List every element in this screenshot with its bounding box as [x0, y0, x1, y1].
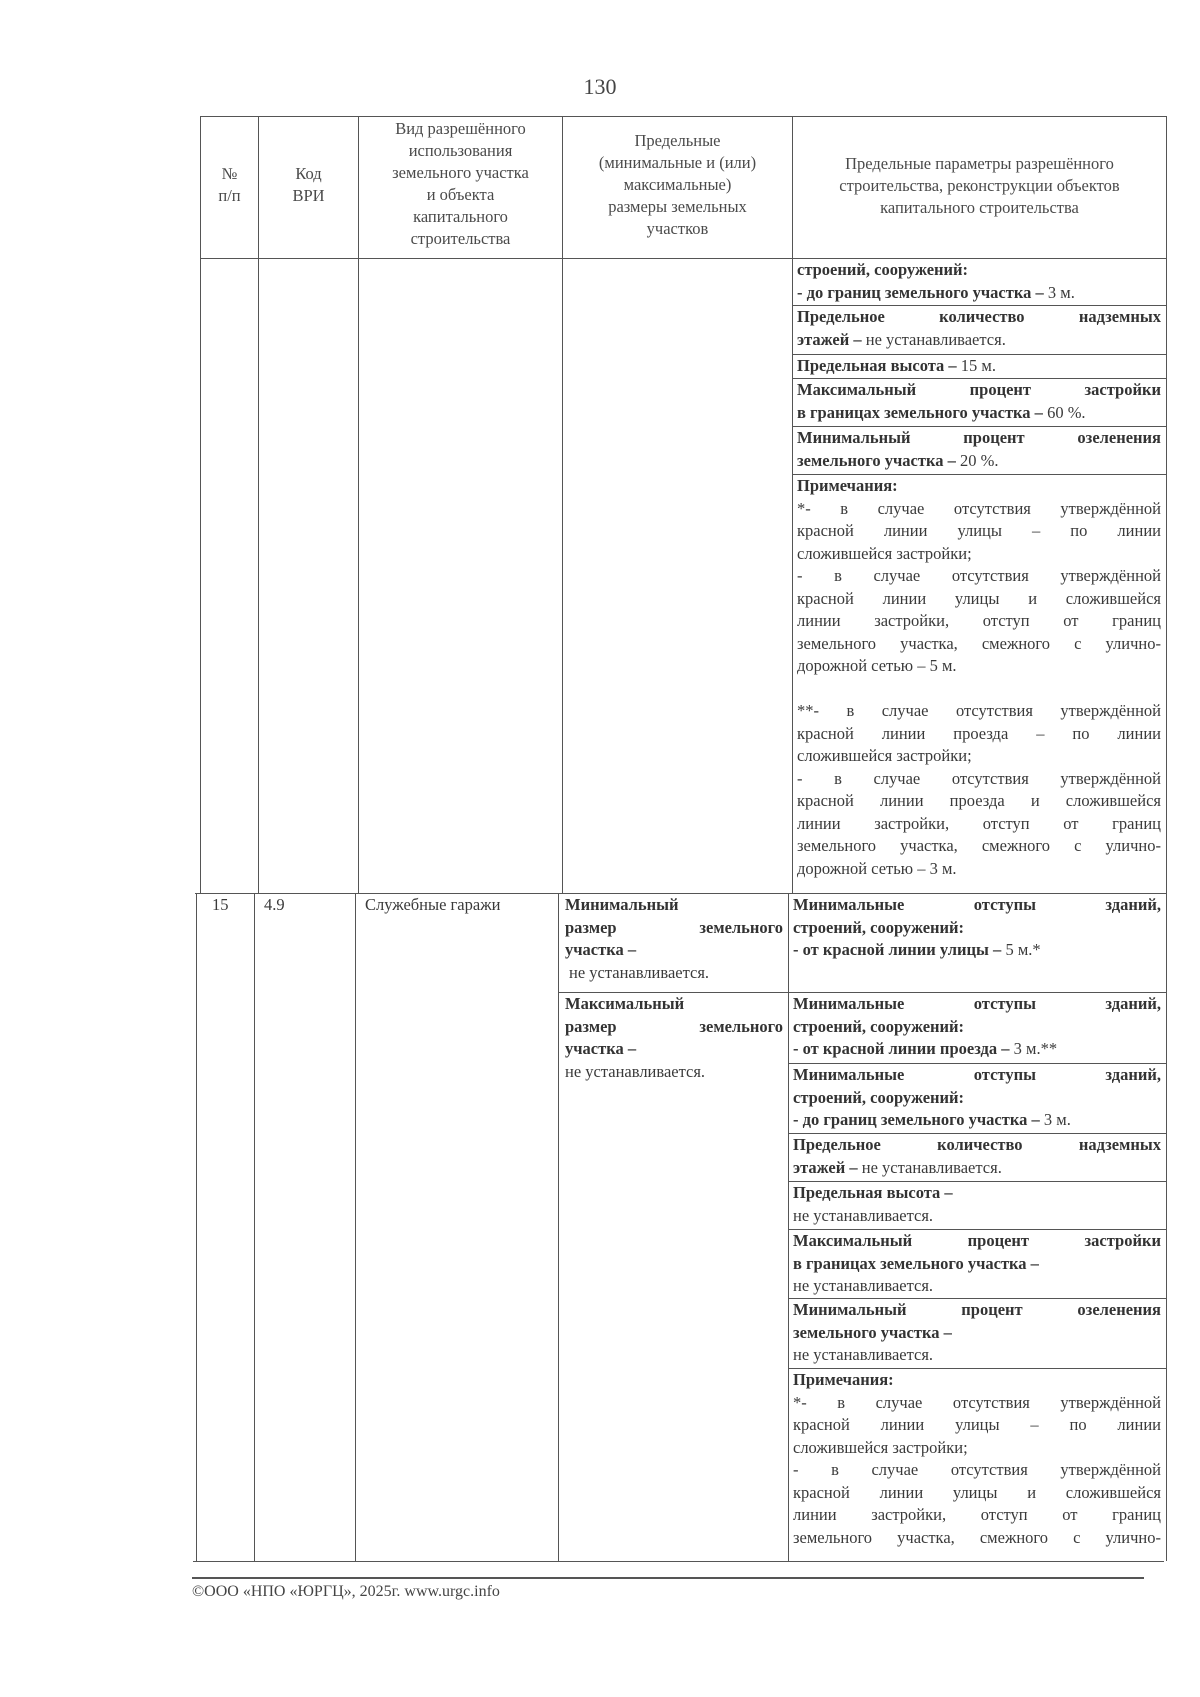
row15-param-height: Предельная высота – не устанавливается. — [793, 1183, 953, 1225]
row15-param-floors: Предельное количество надземных этажей – не устанавливается. — [793, 1135, 1161, 1177]
prev-param-setbacks: строений, сооружений: - до границ земельного участка – 3 м. — [797, 260, 1075, 302]
prev-param-floors: Предельное количество надземных этажей – не устанавливается. — [797, 307, 1161, 349]
page-number: 130 — [583, 74, 617, 99]
prev-param-height: Предельная высота – 15 м. — [797, 356, 996, 375]
prev-param-coverage: Максимальный процент застройки в границах земельного участка – 60 %. — [797, 380, 1161, 422]
row15-param-coverage: Максимальный процент застройки в границах земельного участка – не устанавливается. — [793, 1231, 1161, 1295]
row15-code: 4.9 — [264, 895, 285, 914]
row15-size-max: Максимальный размер земельного участка – не устанавливается. — [565, 994, 783, 1081]
header-number: № п/п — [218, 164, 241, 205]
row15-param-setback-boundary: Минимальные отступы зданий, строений, сооружений: - до границ земельного участка – 3 м. — [793, 1065, 1161, 1129]
header-code: Код ВРИ — [292, 164, 325, 205]
row15-use-type: Служебные гаражи — [365, 895, 501, 914]
row15-size-min: Минимальный размер земельного участка – не устанавливается. — [565, 895, 783, 982]
row15-param-setback-driveway: Минимальные отступы зданий, строений, сооружений: - от красной линии проезда – 3 м.** — [793, 994, 1161, 1058]
header-use-type: Вид разрешённого использования земельного участка и объекта капитального строительства — [392, 119, 529, 248]
row15-param-greening: Минимальный процент озеленения земельного участка – не устанавливается. — [793, 1300, 1161, 1364]
header-plot-size: Предельные (минимальные и (или) максимальные) размеры земельных участков — [598, 131, 757, 238]
row15-number: 15 — [212, 895, 229, 914]
row15-param-setback-street: Минимальные отступы зданий, строений, сооружений: - от красной линии улицы – 5 м.* — [793, 895, 1161, 959]
footer-divider — [192, 1577, 1144, 1579]
prev-param-greening: Минимальный процент озеленения земельного участка – 20 %. — [797, 428, 1161, 470]
prev-notes: Примечания: *- в случае отсутствия утверждённой красной линии улицы – по линии сложившейся застройки; - в случае отсутствия утверждённой красной линии улицы и сложившейся линии застройки, отступ от границ земельного участка, смежного с улично- дорожной сетью – 5 м. **- в случае отсутствия утверждённой красной линии проезда – по линии сложившейся застройки; - в случае отсутствия утверждённой красной линии проезда и сложившейся линии застройки, отступ от границ земельного участка, смежного с улично- дорожной сетью – 3 м. — [797, 476, 1161, 878]
row15-notes: Примечания: *- в случае отсутствия утверждённой красной линии улицы – по линии сложившейся застройки; - в случае отсутствия утверждённой красной линии улицы и сложившейся линии застройки, отступ от границ земельного участка, смежного с улично- — [793, 1370, 1161, 1547]
header-build-params: Предельные параметры разрешённого строительства, реконструкции объектов капитального строительства — [839, 154, 1120, 217]
footer-copyright: ©ООО «НПО «ЮРГЦ», 2025г. www.urgc.info — [192, 1583, 500, 1600]
